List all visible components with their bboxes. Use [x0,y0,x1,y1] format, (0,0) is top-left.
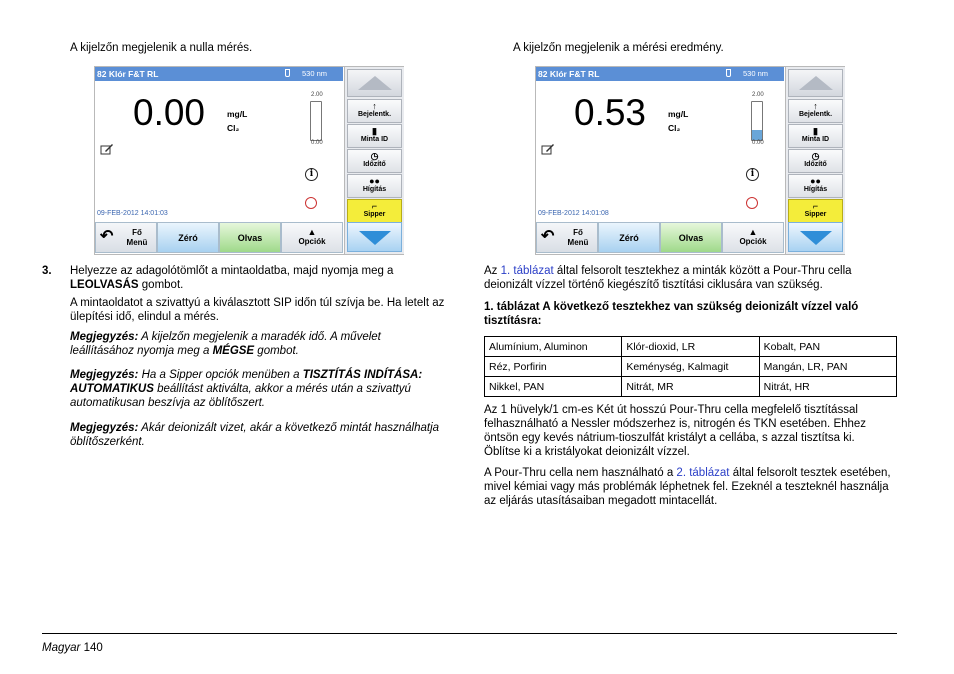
scale-max: 2.00 [311,92,323,98]
step-tail: gombot. [138,279,184,291]
note-3 [70,421,445,449]
left-caption: A kijelzőn megjelenik a nulla mérés. [70,42,253,54]
page-number: 140 [83,642,103,654]
warning-text: A Pour-Thru cella nem használható a [484,467,677,479]
intro-para [484,264,896,292]
dilution-icon: ●● [810,176,821,186]
table-cell: Nitrát, MR [622,377,759,397]
unit-label: mg/L [227,109,248,119]
table-cell: Alumínium, Aluminon [485,337,622,357]
pour-thru-para: Az 1 hüvelyk/1 cm-es Két út hosszú Pour-Thru cella megfelelő tisztítással felhasználható a Nessler módszerhez is, nitrogén és TKN esetében. Ehhez öntsön egy kevés nátrium-tioszulfát kristályt a cellába, s azzal tisztítsa ki. Öblítse ki a kristályokat deionizált vízzel. [484,404,867,458]
note-label: Megjegyzés: [70,422,139,434]
vial-icon [726,69,731,77]
scroll-up-button[interactable] [347,69,402,97]
note-tail: gombot. [254,345,299,357]
options-arrow-icon: ▲ [748,227,758,237]
reading-value: 0.00 [133,92,206,133]
timestamp: 09-FEB-2012 14:01:03 [97,210,168,217]
para-sip: A mintaoldatot a szivattyú a kiválasztott SIP időn túl szívja be. Ha letelt az ülepítési idő, elindul a mérés. [70,297,445,323]
dilution-button[interactable] [347,174,402,198]
scroll-down-button[interactable] [788,222,843,252]
read-keyword: LEOLVASÁS [70,279,139,291]
step-line: Helyezze az adagolótömlőt a mintaoldatba, majd nyomja meg a [70,265,394,277]
note-1 [70,330,445,358]
sipper-label: Sipper [363,211,386,218]
sipper-label: Sipper [804,211,827,218]
footer [42,641,103,655]
table-cell: Nikkel, PAN [485,377,622,397]
unit-label: mg/L [668,109,689,119]
login-button[interactable] [788,99,843,123]
wavelength: 530 nm [743,69,769,78]
cleaning-tests-table [484,336,897,397]
table-cell: Mangán, LR, PAN [759,357,896,377]
intro-tail: által felsorolt tesztekhez a minták között a Pour-Thru cella deionizált vízzel történő kiegészítő tisztítási ciklusára van szükség. [484,265,852,291]
footer-rule [42,633,897,634]
side-toolbar [785,67,845,254]
footer-language: Magyar [42,642,81,654]
sipper-button[interactable] [788,199,843,223]
note-text: Ha a Sipper opciók menüben a [138,369,303,381]
scroll-up-button[interactable] [788,69,843,97]
scale-min: 0.00 [311,140,323,146]
table-row [485,357,897,377]
program-title: 82 Klór F&T RL [538,69,600,79]
species-label: Cl₂ [227,123,240,133]
instrument-screen-result [535,66,845,255]
sample-icon: ▮ [813,126,818,136]
scroll-down-button[interactable] [347,222,402,252]
warning-tail: által felsorolt tesztek esetében, mivel kémiai vagy más problémák léphetnek fel. Ezeknél a teszteknél használja az eljárás utasításaiban megadott mintacellát. [484,467,891,507]
reading-unit [227,107,247,135]
sample-id-label: Minta ID [801,136,830,143]
note-tail: beállítást aktiválta, akkor a mérés után a szivattyú automatikusan beszívja az öblítőszert. [70,383,411,409]
timer-label: Időzítő [804,161,827,168]
table-row [485,337,897,357]
sample-icon: ▮ [372,126,377,136]
instrument-screen-zero [94,66,404,255]
edit-icon[interactable] [100,143,114,155]
login-icon: ↑ [813,101,818,111]
timestamp: 09-FEB-2012 14:01:08 [538,210,609,217]
note-text: A kijelzőn megjelenik a maradék idő. A művelet leállításához nyomja meg a [70,331,381,357]
options-button[interactable] [722,222,784,253]
table-2-link[interactable]: 2. táblázat [676,467,730,479]
level-bar-fill [752,130,762,140]
main-menu-button[interactable] [95,222,157,253]
reading-value: 0.53 [574,92,647,133]
menu-label-1: Fő [573,228,583,237]
main-menu-button[interactable] [536,222,598,253]
timer-small-icon: ◷ [370,151,379,161]
options-arrow-icon: ▲ [307,227,317,237]
right-caption: A kijelzőn megjelenik a mérési eredmény. [513,42,724,54]
level-bar [310,101,322,141]
login-button[interactable] [347,99,402,123]
dilution-label: Hígítás [362,186,387,193]
reading-unit [668,107,688,135]
program-title: 82 Klór F&T RL [97,69,159,79]
note-label: Megjegyzés: [70,369,139,381]
read-button[interactable]: Olvas [219,222,281,253]
wavelength: 530 nm [302,69,328,78]
menu-label-1: Fő [132,228,142,237]
back-arrow-icon: ↶ [100,228,114,245]
table-cell: Keménység, Kalmagit [622,357,759,377]
table-cell: Klór-dioxid, LR [622,337,759,357]
info-icon[interactable]: i [305,168,318,181]
back-arrow-icon: ↶ [541,228,555,245]
dilution-icon: ●● [369,176,380,186]
sample-id-button[interactable] [788,124,843,148]
table-cell: Kobalt, PAN [759,337,896,357]
table-caption: 1. táblázat A következő tesztekhez van szükség deionizált vízzel való tisztításra: [484,301,859,327]
menu-label-2: Menü [567,238,589,247]
note-2 [70,368,445,410]
timer-icon[interactable] [746,197,758,209]
timer-icon[interactable] [305,197,317,209]
step-number: 3. [42,265,52,277]
note-label: Megjegyzés: [70,331,139,343]
pour-thru-warning [484,466,894,508]
scale-min: 0.00 [752,140,764,146]
auto-clean-keyword: TISZTÍTÁS INDÍTÁSA: AUTOMATIKUS [70,369,423,395]
cancel-keyword: MÉGSE [212,345,255,357]
side-toolbar [344,67,404,254]
timer-label: Időzítő [363,161,386,168]
sample-id-label: Minta ID [360,136,389,143]
edit-icon[interactable] [541,143,555,155]
screen-header [536,67,784,81]
info-icon[interactable]: i [746,168,759,181]
table-1-link[interactable]: 1. táblázat [500,265,554,277]
scale-max: 2.00 [752,92,764,98]
table-cell: Réz, Porfirin [485,357,622,377]
login-icon: ↑ [372,101,377,111]
options-button[interactable] [281,222,343,253]
level-bar [751,101,763,141]
species-label: Cl₂ [668,123,681,133]
dilution-label: Hígítás [803,186,828,193]
timer-button[interactable] [788,149,843,173]
sipper-icon: ⌐ [371,201,378,211]
timer-button[interactable] [347,149,402,173]
intro-text: Az [484,265,501,277]
note-text: Akár deionizált vizet, akár a következő mintát használhatja öblítőszerként. [70,422,440,448]
table-row [485,377,897,397]
timer-small-icon: ◷ [811,151,820,161]
table-cell: Nitrát, HR [759,377,896,397]
screen-header [95,67,343,81]
login-label: Bejelentk. [357,111,392,118]
sipper-button[interactable] [347,199,402,223]
vial-icon [285,69,290,77]
zero-button[interactable]: Zéró [157,222,219,253]
menu-label-2: Menü [126,238,148,247]
options-label: Opciók [298,237,326,246]
sipper-icon: ⌐ [812,201,819,211]
options-label: Opciók [739,237,767,246]
zero-button[interactable]: Zéró [598,222,660,253]
step-3-text [70,264,450,292]
login-label: Bejelentk. [798,111,833,118]
dilution-button[interactable] [788,174,843,198]
sample-id-button[interactable] [347,124,402,148]
read-button[interactable]: Olvas [660,222,722,253]
